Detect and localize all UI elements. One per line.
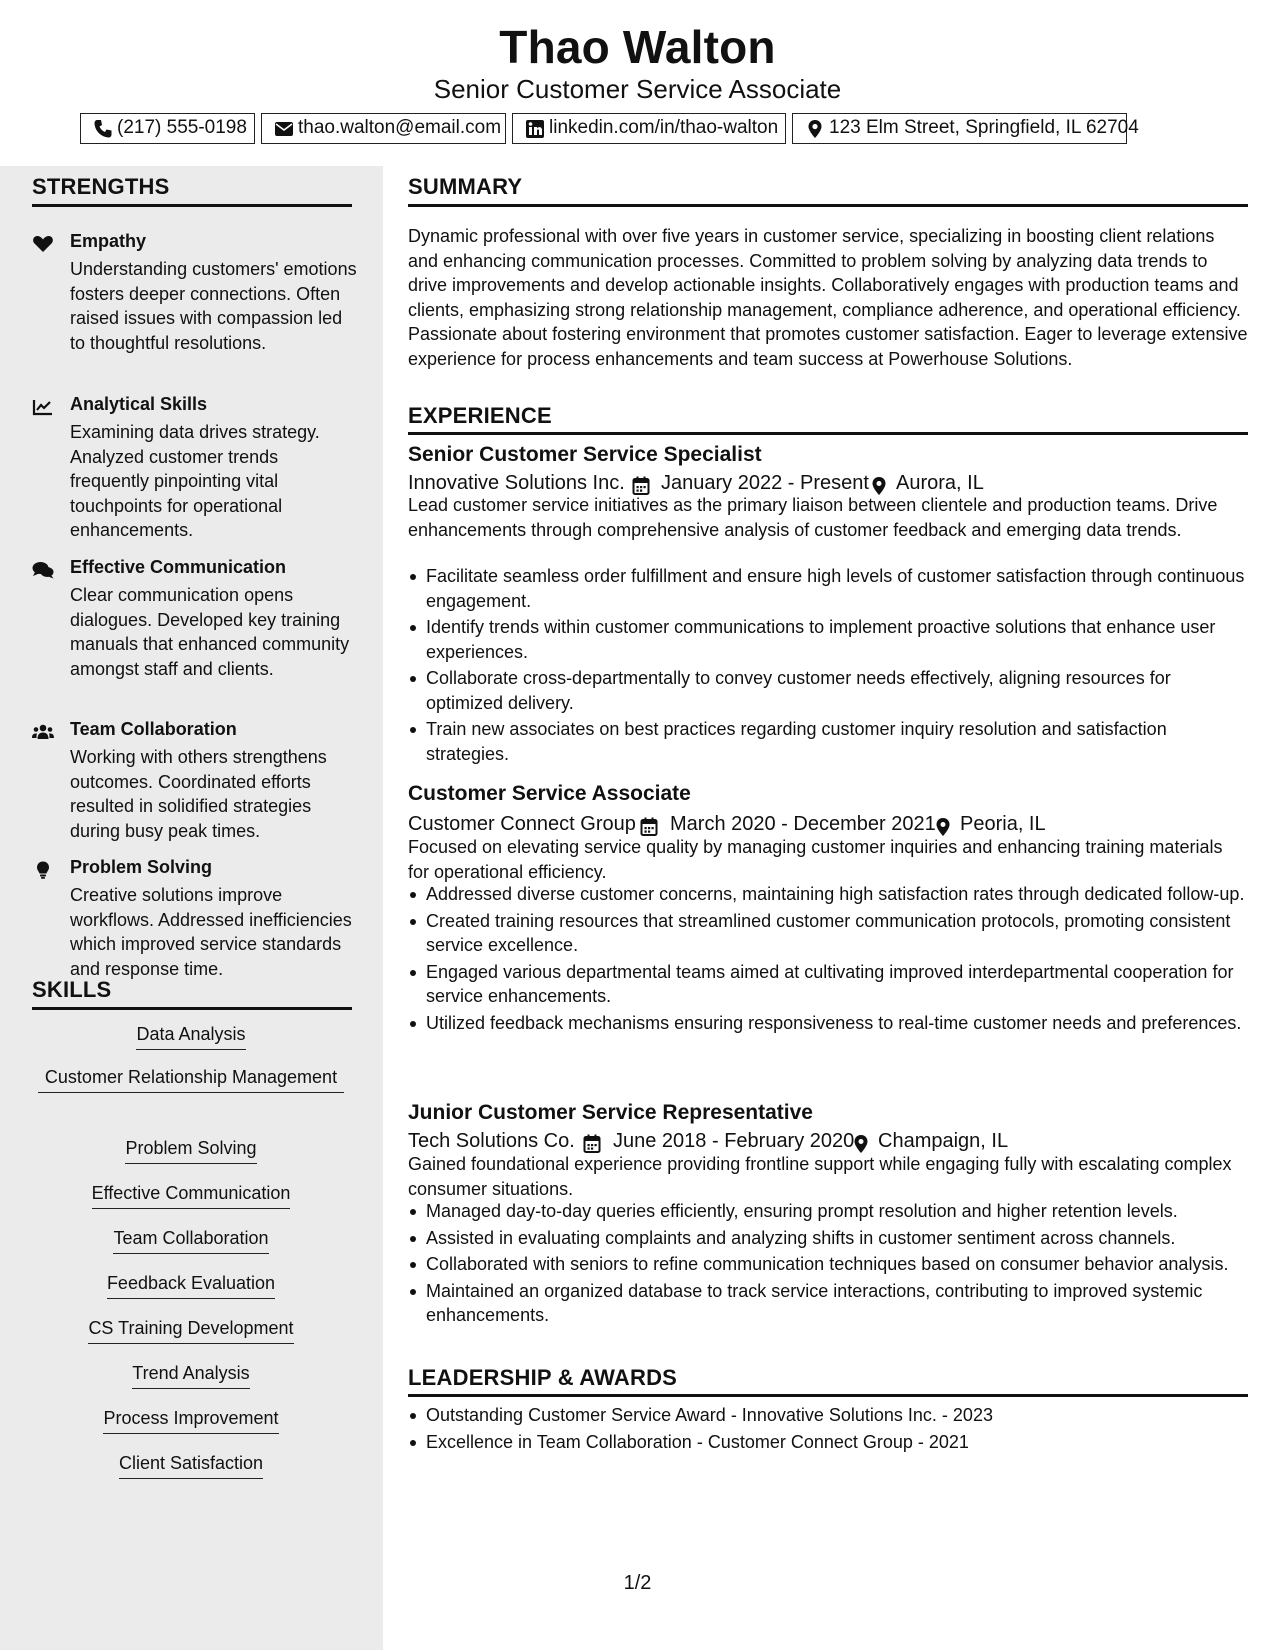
strength-desc: Creative solutions improve workflows. Addressed inefficiencies which improved service standards and response time. (70, 885, 352, 979)
strength-title: Team Collaboration (70, 719, 237, 739)
job-desc: Gained foundational experience providing frontline support while engaging fully with escalating complex consumer situations. (408, 1154, 1232, 1199)
strength-title: Empathy (70, 231, 147, 251)
contact-linkedin[interactable] (512, 113, 786, 144)
skill-tag: Feedback Evaluation (38, 1271, 344, 1299)
contact-row (0, 113, 1275, 144)
skill-tag: Client Satisfaction (38, 1451, 344, 1479)
resume-header (0, 0, 1275, 166)
users-icon (32, 723, 54, 741)
job-title: Senior Customer Service Specialist (408, 443, 762, 466)
strength-desc: Understanding customers' emotions fosters deeper connections. Often raised issues with compassion led to thoughtful resolutions. (70, 259, 357, 353)
sidebar (0, 166, 383, 1650)
summary-heading: SUMMARY (408, 174, 523, 199)
list-item: Collaborate cross-departmentally to convey customer needs effectively, aligning resources for optimized delivery. (408, 666, 1248, 715)
skills-rule (32, 1007, 352, 1010)
skill-tag: Problem Solving (38, 1136, 344, 1164)
list-item: Created training resources that streamlined customer communication protocols, promoting consistent service excellence. (408, 909, 1248, 958)
skill-tag: Trend Analysis (38, 1361, 344, 1389)
list-item: Managed day-to-day queries efficiently, ensuring prompt resolution and higher retention levels. (408, 1199, 1248, 1224)
skill-tag: Customer Relationship Management (38, 1065, 344, 1093)
job-dates: June 2018 - February 2020 (613, 1130, 855, 1152)
envelope-icon (274, 119, 294, 139)
skill-tag: Process Improvement (38, 1406, 344, 1434)
candidate-role: Senior Customer Service Associate (433, 74, 842, 104)
skill-tag: Effective Communication (38, 1181, 344, 1209)
job-location: Aurora, IL (896, 472, 984, 494)
contact-phone[interactable] (80, 113, 255, 144)
strength-title: Analytical Skills (70, 394, 208, 414)
list-item: Maintained an organized database to track service interactions, contributing to improved systemic enhancements. (408, 1279, 1248, 1328)
skill-tag: Team Collaboration (38, 1226, 344, 1254)
list-item: Utilized feedback mechanisms ensuring responsiveness to real-time customer needs and preferences. (408, 1011, 1248, 1036)
candidate-name: Thao Walton (499, 21, 776, 73)
job-company: Customer Connect Group (408, 813, 636, 835)
phone-icon (93, 119, 113, 139)
list-item: Excellence in Team Collaboration - Customer Connect Group - 2021 (408, 1430, 1248, 1455)
list-item: Facilitate seamless order fulfillment and ensure high levels of customer satisfaction through continuous engagement. (408, 564, 1248, 613)
lightbulb-icon (32, 861, 54, 879)
linkedin-icon (525, 119, 545, 139)
job-bullets (408, 882, 1248, 1037)
heart-icon (32, 235, 54, 253)
strength-desc: Examining data drives strategy. Analyzed customer trends frequently pinpointing vital touchpoints for operational enhancements. (70, 422, 320, 540)
experience-rule (408, 432, 1248, 435)
job-company: Tech Solutions Co. (408, 1130, 575, 1152)
job-bullets (408, 1199, 1248, 1330)
experience-heading: EXPERIENCE (408, 403, 552, 428)
list-item: Addressed diverse customer concerns, maintaining high satisfaction rates through dedicated follow-up. (408, 882, 1248, 907)
job-company: Innovative Solutions Inc. (408, 472, 625, 494)
list-item: Engaged various departmental teams aimed at cultivating improved interdepartmental cooperation for service enhancements. (408, 960, 1248, 1009)
map-marker-icon (805, 119, 825, 139)
strength-desc: Working with others strengthens outcomes. Coordinated efforts resulted in solidified strategies during busy peak times. (70, 747, 327, 841)
map-marker-icon (935, 817, 951, 837)
comments-icon (32, 561, 54, 579)
job-location: Champaign, IL (878, 1130, 1009, 1152)
summary-rule (408, 204, 1248, 207)
contact-address[interactable] (792, 113, 1139, 144)
job-desc: Focused on elevating service quality by managing customer inquiries and enhancing training materials for operational efficiency. (408, 837, 1223, 882)
skill-tag: CS Training Development (38, 1316, 344, 1344)
job-location: Peoria, IL (960, 813, 1046, 835)
job-dates: March 2020 - December 2021 (670, 813, 936, 835)
strength-title: Effective Communication (70, 557, 287, 577)
strengths-heading: STRENGTHS (32, 174, 170, 199)
job-dates: January 2022 - Present (661, 472, 869, 494)
job-bullets (408, 564, 1248, 768)
email-text: thao.walton@email.com (298, 117, 502, 138)
map-marker-icon (853, 1134, 869, 1154)
list-item: Assisted in evaluating complaints and analyzing shifts in customer sentiment across channels. (408, 1226, 1248, 1251)
page-number: 1/2 (623, 1572, 652, 1594)
job-title: Junior Customer Service Representative (408, 1101, 813, 1124)
chart-line-icon (32, 398, 54, 416)
list-item: Identify trends within customer communications to implement proactive solutions that enhance user experiences. (408, 615, 1248, 664)
main-content (383, 166, 1275, 1650)
strength-desc: Clear communication opens dialogues. Developed key training manuals that enhanced community amongst staff and clients. (70, 585, 350, 679)
summary-text: Dynamic professional with over five years in customer service, specializing in boosting client relations and enhancing communication processes. Committed to problem solving by analyzing data trends to drive improvements and develop actionable insights. Collaboratively engages with production teams and clients, emphasizing strong relationship management, compliance adherence, and operational efficiency. Passionate about fostering environment that promotes customer satisfaction. Eager to leverage extensive experience for process enhancements and team success at Powerhouse Solutions. (408, 226, 1248, 369)
linkedin-text: linkedin.com/in/thao-walton (549, 117, 779, 138)
awards-rule (408, 1394, 1248, 1397)
list-item: Outstanding Customer Service Award - Innovative Solutions Inc. - 2023 (408, 1403, 1248, 1428)
calendar-icon (583, 1134, 601, 1154)
list-item: Train new associates on best practices regarding customer inquiry resolution and satisfaction strategies. (408, 717, 1248, 766)
calendar-icon (640, 817, 658, 837)
strength-title: Problem Solving (70, 857, 213, 877)
strengths-rule (32, 204, 352, 207)
address-text: 123 Elm Street, Springfield, IL 62704 (829, 117, 1139, 138)
awards-list (408, 1403, 1248, 1456)
awards-heading: LEADERSHIP & AWARDS (408, 1365, 678, 1390)
contact-email[interactable] (261, 113, 506, 144)
job-desc: Lead customer service initiatives as the primary liaison between clientele and production teams. Drive enhancements through comprehensive analysis of customer feedback and emerging data trends. (408, 495, 1218, 540)
list-item: Collaborated with seniors to refine communication techniques based on consumer behavior analysis. (408, 1252, 1248, 1277)
phone-text: (217) 555-0198 (117, 117, 247, 138)
skill-tag: Data Analysis (38, 1022, 344, 1050)
skills-heading: SKILLS (32, 977, 112, 1002)
job-title: Customer Service Associate (408, 782, 691, 805)
